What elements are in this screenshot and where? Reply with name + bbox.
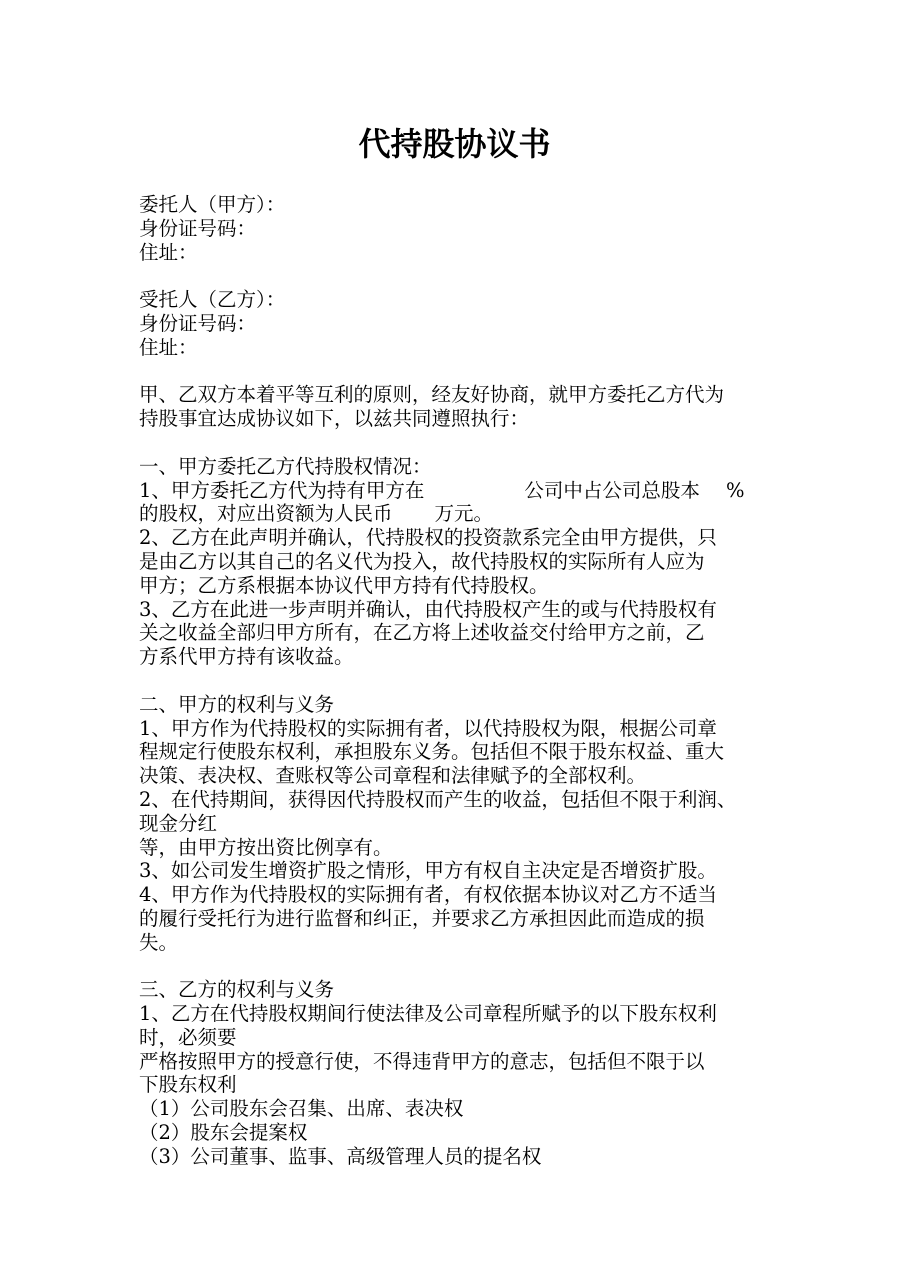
section1-item1-text-b: 公司中占公司总股本 <box>524 478 700 502</box>
section1-line: 方系代甲方持有该收益。 <box>139 645 354 669</box>
section3-line: （2）股东会提案权 <box>139 1121 308 1145</box>
section1-item1-line1 <box>139 479 779 503</box>
section2-line: 1、甲方作为代持股权的实际拥有者，以代持股权为限，根据公司章 <box>139 716 717 740</box>
section3-line: 下股东权利 <box>139 1073 237 1097</box>
section1-item1-text-c: 的股权，对应出资额为人民币 <box>139 502 393 526</box>
section1-line: 3、乙方在此进一步声明并确认，由代持股权产生的或与代持股权有 <box>139 597 717 621</box>
section3-line: （1）公司股东会召集、出席、表决权 <box>139 1097 464 1121</box>
document-title: 代持股协议书 <box>358 125 551 163</box>
section2-line: 现金分红 <box>139 811 218 835</box>
section3-heading: 三、乙方的权利与义务 <box>139 978 335 1002</box>
section1-item1-text-a: 1、甲方委托乙方代为持有甲方在 <box>139 478 425 502</box>
intro-line: 甲、乙双方本着平等互利的原则，经友好协商，就甲方委托乙方代为 <box>139 383 725 407</box>
section1-item1-text-d: 万元。 <box>434 502 494 526</box>
section1-heading: 一、甲方委托乙方代持股权情况： <box>139 454 432 478</box>
party-b-id-label: 身份证号码： <box>139 311 257 335</box>
party-b-address-label: 住址： <box>139 335 198 359</box>
party-b-label: 受托人（乙方）： <box>139 288 286 312</box>
section2-line: 程规定行使股东权利，承担股东义务。包括但不限于股东权益、重大 <box>139 740 725 764</box>
intro-line: 持股事宜达成协议如下，以兹共同遵照执行： <box>139 407 530 431</box>
document-body <box>139 193 779 1169</box>
section3-line: （3）公司董事、监事、高级管理人员的提名权 <box>139 1144 542 1168</box>
party-a-address-label: 住址： <box>139 240 198 264</box>
section3-line: 时，必须要 <box>139 1025 237 1049</box>
section3-line: 严格按照甲方的授意行使，不得违背甲方的意志，包括但不限于以 <box>139 1049 705 1073</box>
section2-line: 3、如公司发生增资扩股之情形，甲方有权自主决定是否增资扩股。 <box>139 859 717 883</box>
section2-line: 的履行受托行为进行监督和纠正，并要求乙方承担因此而造成的损 <box>139 906 705 930</box>
section1-item1-line2 <box>139 502 779 526</box>
section1-item1-percent: % <box>725 478 745 502</box>
section2-line: 等，由甲方按出资比例享有。 <box>139 835 393 859</box>
section2-line: 失。 <box>139 930 179 954</box>
section1-line: 甲方；乙方系根据本协议代甲方持有代持股权。 <box>139 573 549 597</box>
section1-line: 关之收益全部归甲方所有，在乙方将上述收益交付给甲方之前，乙 <box>139 621 705 645</box>
section2-heading: 二、甲方的权利与义务 <box>139 692 335 716</box>
party-a-label: 委托人（甲方）： <box>139 193 286 216</box>
section3-line: 1、乙方在代持股权期间行使法律及公司章程所赋予的以下股东权利 <box>139 1002 717 1026</box>
section2-line: 决策、表决权、查账权等公司章程和法律赋予的全部权利。 <box>139 764 647 788</box>
section2-line: 4、甲方作为代持股权的实际拥有者，有权依据本协议对乙方不适当 <box>139 883 717 907</box>
party-a-id-label: 身份证号码： <box>139 216 257 240</box>
section1-line: 2、乙方在此声明并确认，代持股权的投资款系完全由甲方提供，只 <box>139 526 717 550</box>
section2-line: 2、在代持期间，获得因代持股权而产生的收益，包括但不限于利润、 <box>139 787 737 811</box>
section1-line: 是由乙方以其自己的名义代为投入，故代持股权的实际所有人应为 <box>139 549 705 573</box>
